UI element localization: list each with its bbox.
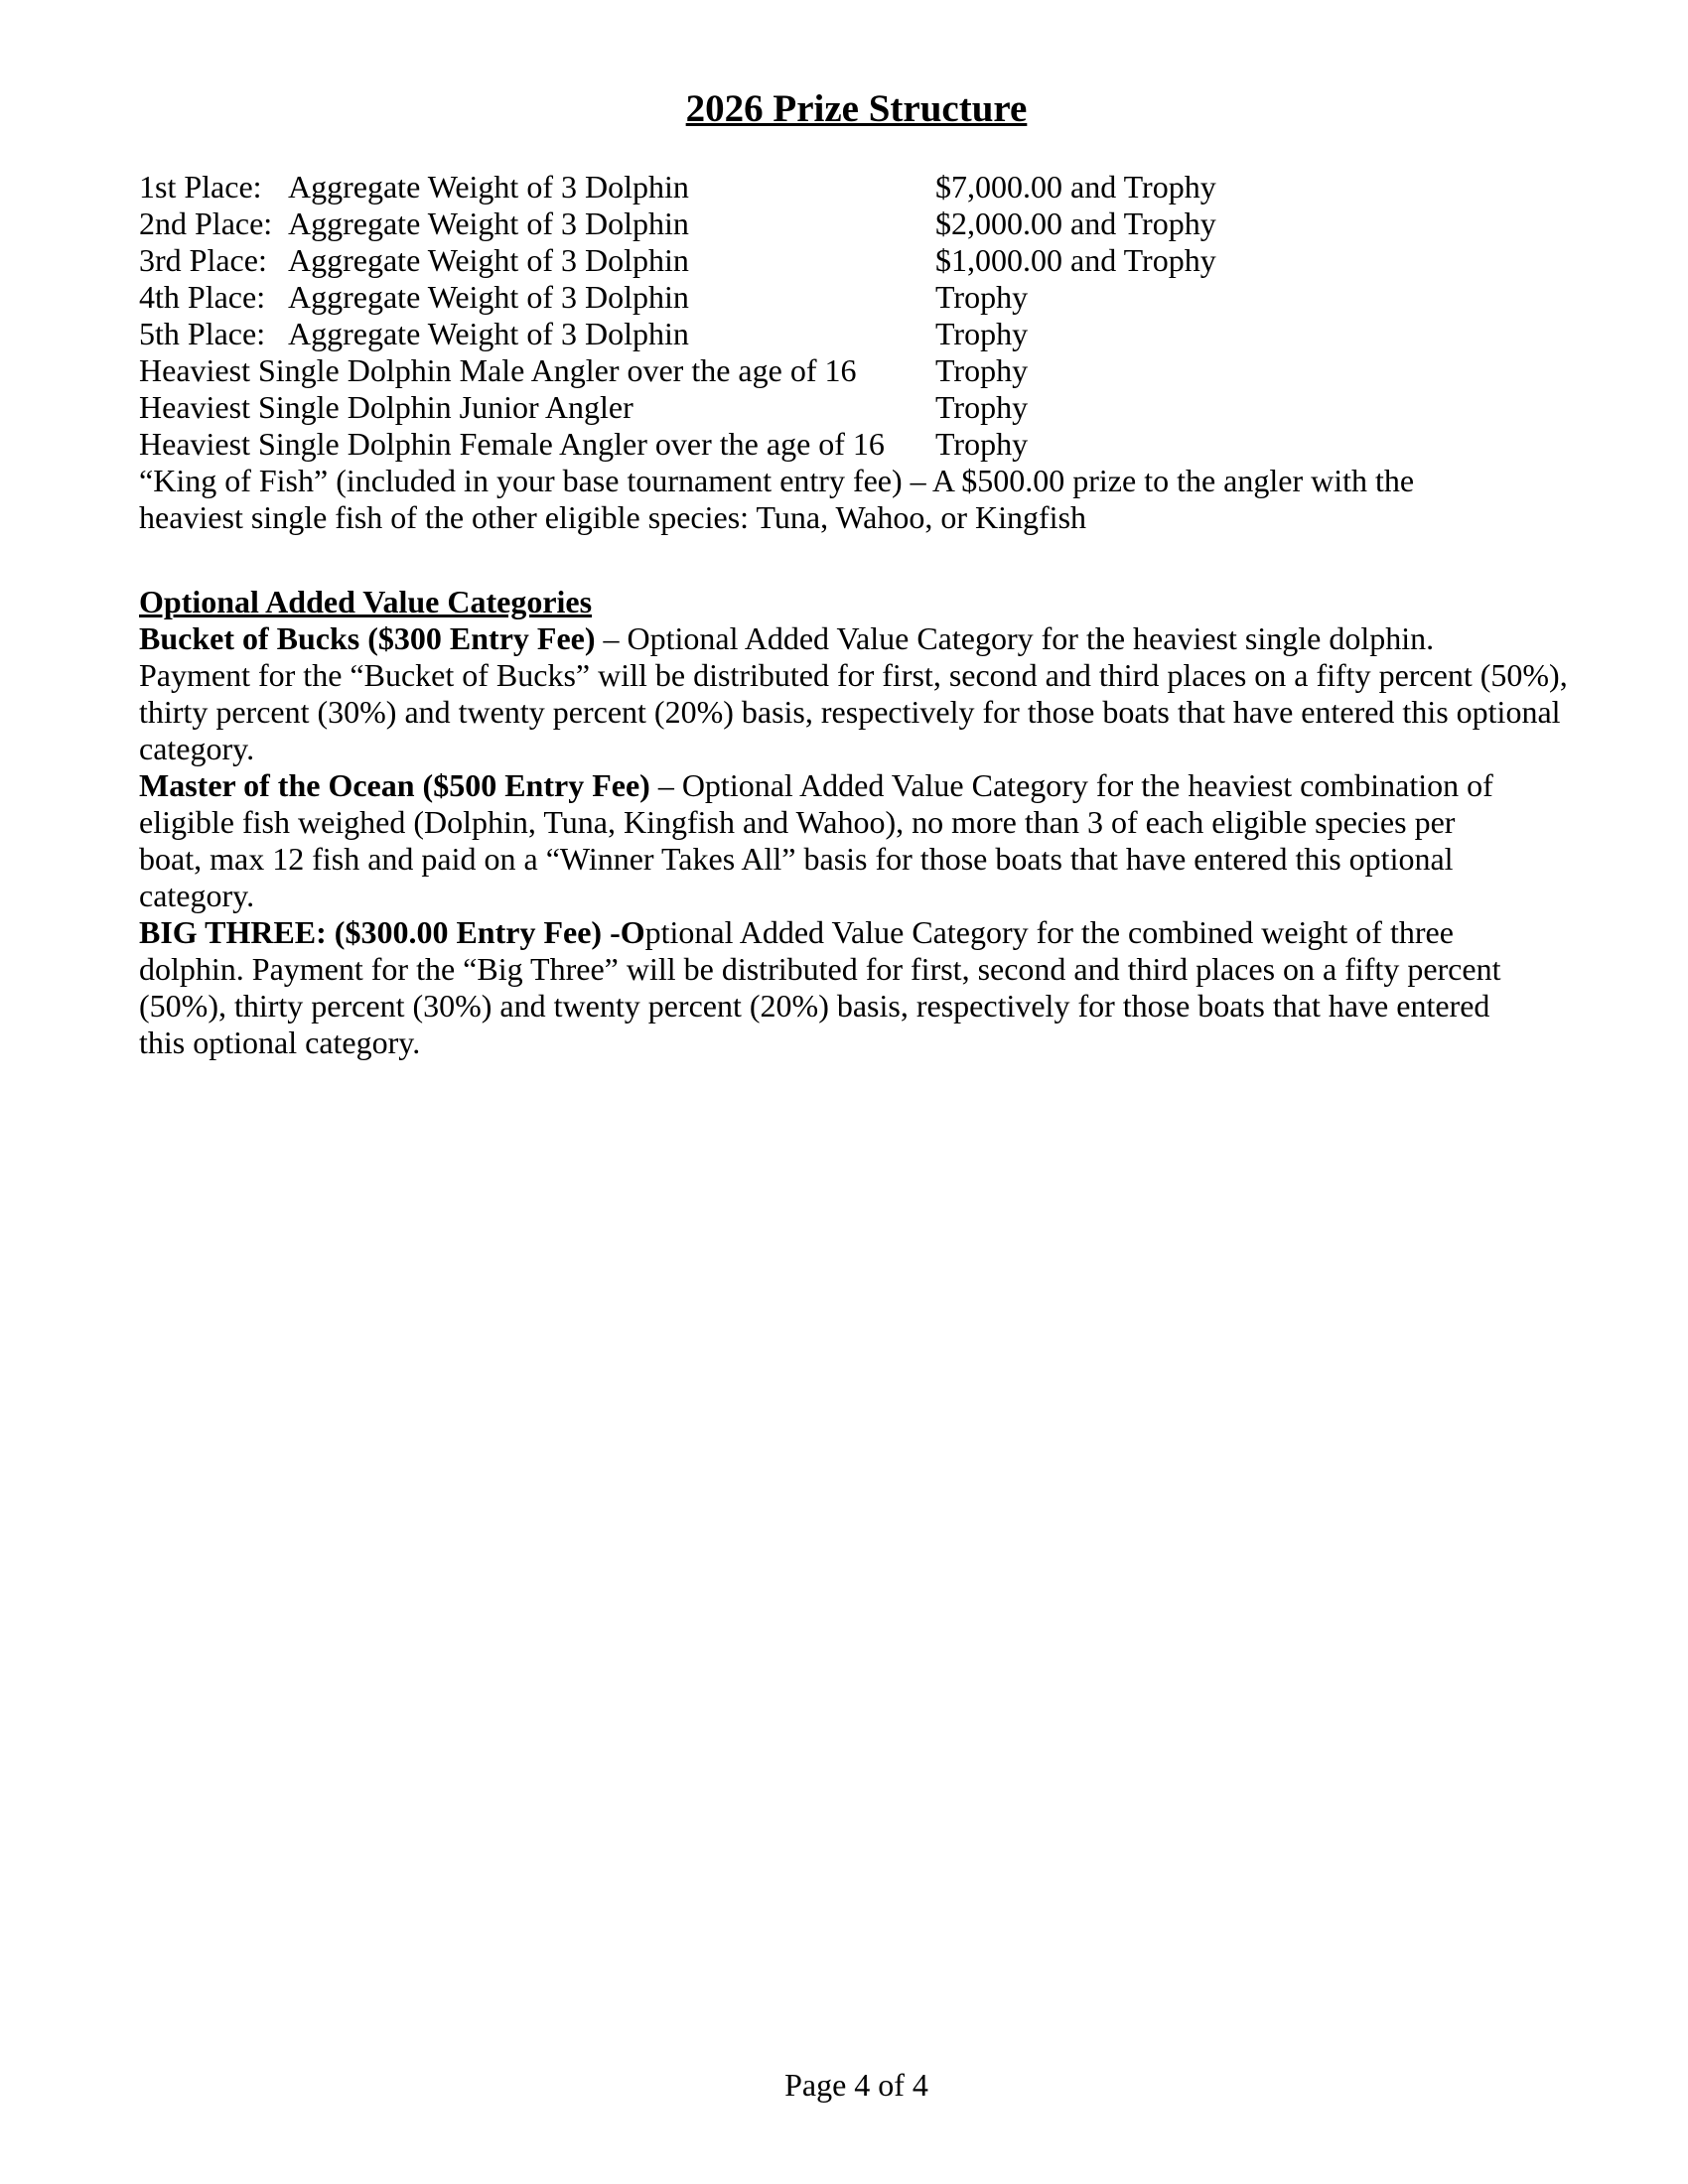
category-paragraph-master-of-the-ocean bbox=[139, 767, 1574, 914]
prize-description: Heaviest Single Dolphin Male Angler over the age of 16 bbox=[139, 352, 857, 388]
category-title: Master of the Ocean ($500 Entry Fee) bbox=[139, 767, 650, 803]
prize-row bbox=[139, 205, 1574, 242]
page-title: 2026 Prize Structure bbox=[685, 87, 1028, 130]
category-line: eligible fish weighed (Dolphin, Tuna, Kingfish and Wahoo), no more than 3 of each eligible species per bbox=[139, 804, 1456, 840]
category-line: this optional category. bbox=[139, 1024, 421, 1060]
category-line bbox=[139, 767, 1574, 804]
prize-row bbox=[139, 169, 1574, 205]
category-line: category. bbox=[139, 731, 255, 766]
category-line: (50%), thirty percent (30%) and twenty percent (20%) basis, respectively for those boats that have entered bbox=[139, 988, 1490, 1024]
prize-description: Heaviest Single Dolphin Junior Angler bbox=[139, 389, 633, 425]
prize-description: Heaviest Single Dolphin Female Angler over the age of 16 bbox=[139, 426, 885, 462]
place-label: 4th Place: bbox=[139, 279, 266, 315]
prize-amount: Trophy bbox=[935, 426, 1029, 462]
king-of-fish-line-2: heaviest single fish of the other eligible species: Tuna, Wahoo, or Kingfish bbox=[139, 499, 1087, 535]
place-label: 2nd Place: bbox=[139, 205, 273, 241]
place-label: 3rd Place: bbox=[139, 242, 267, 278]
document-content bbox=[139, 87, 1574, 1061]
category-text: ptional Added Value Category for the combined weight of three bbox=[644, 914, 1454, 950]
prize-row bbox=[139, 389, 1574, 426]
prize-description: Aggregate Weight of 3 Dolphin bbox=[288, 279, 689, 315]
category-line: dolphin. Payment for the “Big Three” will be distributed for first, second and third places on a fifty percent bbox=[139, 951, 1501, 987]
prize-row bbox=[139, 352, 1574, 389]
prize-amount: $1,000.00 and Trophy bbox=[935, 242, 1216, 278]
place-label: 5th Place: bbox=[139, 316, 266, 351]
category-title: BIG THREE: ($300.00 Entry Fee) -O bbox=[139, 914, 645, 950]
prize-table bbox=[139, 169, 1574, 463]
prize-amount: $2,000.00 and Trophy bbox=[935, 205, 1216, 241]
category-line bbox=[139, 620, 1574, 657]
category-line bbox=[139, 914, 1574, 951]
prize-description: Aggregate Weight of 3 Dolphin bbox=[288, 242, 689, 278]
prize-amount: Trophy bbox=[935, 279, 1029, 315]
category-text: – Optional Added Value Category for the heaviest combination of bbox=[649, 767, 1493, 803]
prize-amount: $7,000.00 and Trophy bbox=[935, 169, 1216, 205]
category-line: boat, max 12 fish and paid on a “Winner Takes All” basis for those boats that have entered this optional bbox=[139, 841, 1454, 877]
category-paragraph-big-three bbox=[139, 914, 1574, 1061]
prize-row bbox=[139, 279, 1574, 316]
category-line: Payment for the “Bucket of Bucks” will be distributed for first, second and third places on a fifty percent (50%), bbox=[139, 657, 1568, 693]
prize-description: Aggregate Weight of 3 Dolphin bbox=[288, 205, 689, 241]
king-of-fish-paragraph bbox=[139, 463, 1574, 536]
place-label: 1st Place: bbox=[139, 169, 262, 205]
prize-row bbox=[139, 426, 1574, 463]
category-line: thirty percent (30%) and twenty percent (20%) basis, respectively for those boats that have entered this optional bbox=[139, 694, 1561, 730]
category-line: category. bbox=[139, 878, 255, 913]
prize-row bbox=[139, 316, 1574, 352]
prize-amount: Trophy bbox=[935, 352, 1029, 388]
optional-categories-heading: Optional Added Value Categories bbox=[139, 584, 593, 619]
category-text: – Optional Added Value Category for the heaviest single dolphin. bbox=[595, 620, 1435, 656]
prize-amount: Trophy bbox=[935, 389, 1029, 425]
king-of-fish-line-1: “King of Fish” (included in your base tournament entry fee) – A $500.00 prize to the angler with the bbox=[139, 463, 1415, 498]
category-paragraph-bucket-of-bucks bbox=[139, 620, 1574, 767]
footer-page-number: Page 4 of 4 bbox=[784, 2067, 928, 2103]
prize-amount: Trophy bbox=[935, 316, 1029, 351]
prize-description: Aggregate Weight of 3 Dolphin bbox=[288, 316, 689, 351]
prize-description: Aggregate Weight of 3 Dolphin bbox=[288, 169, 689, 205]
prize-row bbox=[139, 242, 1574, 279]
category-title: Bucket of Bucks ($300 Entry Fee) bbox=[139, 620, 596, 656]
